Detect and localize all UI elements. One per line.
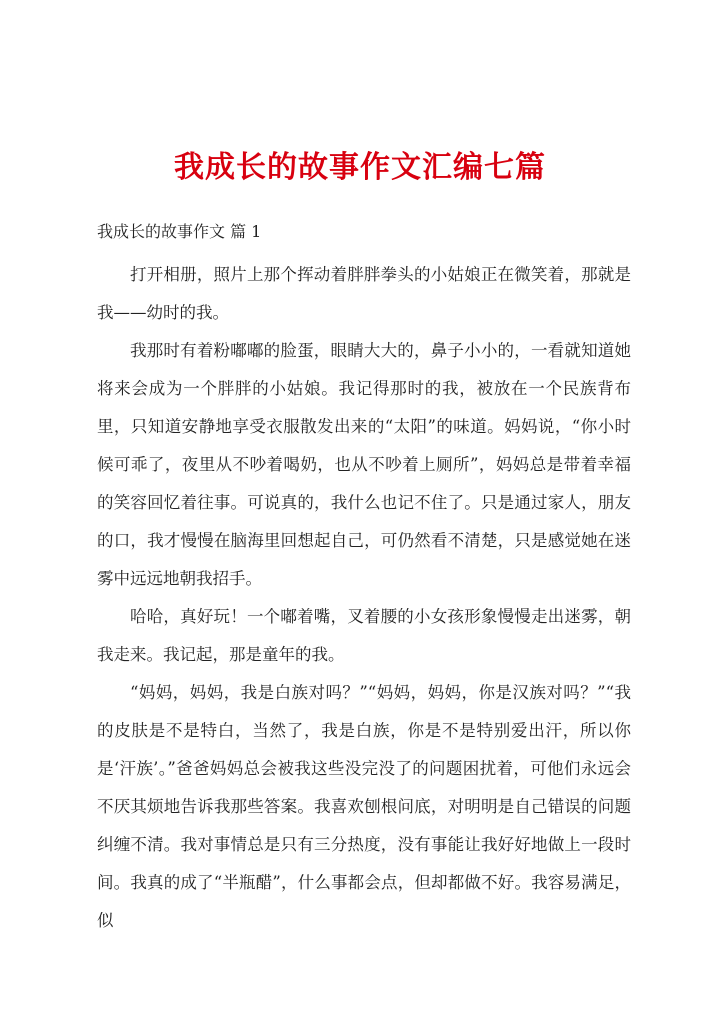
paragraph-2: 我那时有着粉嘟嘟的脸蛋，眼睛大大的，鼻子小小的，一看就知道她将来会成为一个胖胖的小姑娘。我记得那时的我，被放在一个民族背布里，只知道安静地享受衣服散发出来的“太阳”的味道。妈妈说，“你小时候可乖了，夜里从不吵着喝奶，也从不吵着上厕所”，妈妈总是带着幸福的笑容回忆着往事。可说真的，我什么也记不住了。只是通过家人，朋友的口，我才慢慢在脑海里回想起自己，可仍然看不清楚，只是感觉她在迷雾中远远地朝我招手。 — [97, 341, 631, 588]
paragraph-3: 哈哈，真好玩！一个嘟着嘴，叉着腰的小女孩形象慢慢走出迷雾，朝我走来。我记起，那是童年的我。 — [97, 607, 631, 664]
article-body — [97, 256, 631, 940]
article-heading: 我成长的故事作文 篇 1 — [97, 222, 262, 241]
document-title: 我成长的故事作文汇编七篇 — [174, 150, 546, 185]
paragraph-4: “妈妈，妈妈，我是白族对吗？”“妈妈，妈妈，你是汉族对吗？”“我的皮肤是不是特白，当然了，我是白族，你是不是特别爱出汗，所以你是‘汗族’。”爸爸妈妈总会被我这些没完没了的问题困扰着，可他们永远会不厌其烦地告诉我那些答案。我喜欢刨根问底，对明明是自己错误的问题纠缠不清。我对事情总是只有三分热度，没有事能让我好好地做上一段时间。我真的成了“半瓶醋”，什么事都会点，但却都做不好。我容易满足，似 — [97, 683, 631, 930]
paragraph-1: 打开相册，照片上那个挥动着胖胖拳头的小姑娘正在微笑着，那就是我——幼时的我。 — [97, 265, 631, 322]
